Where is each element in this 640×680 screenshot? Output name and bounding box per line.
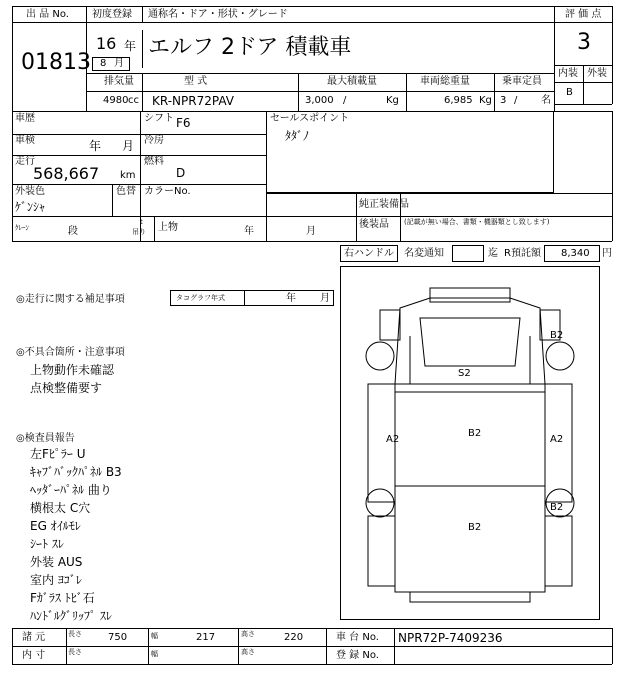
line bbox=[12, 6, 612, 7]
report-item: 室内 ﾖｺﾞﾚ bbox=[30, 573, 82, 587]
line bbox=[12, 134, 266, 135]
line bbox=[356, 241, 612, 242]
mileage-value: 568,667 bbox=[33, 164, 100, 183]
upper-year-unit: 年 bbox=[244, 226, 254, 237]
length-label: 長さ bbox=[68, 630, 82, 638]
deposit-unit: 円 bbox=[602, 248, 612, 259]
report-item: ｼｰﾄ ｽﾚ bbox=[30, 537, 64, 551]
line bbox=[298, 73, 299, 111]
line bbox=[356, 193, 357, 241]
ac-label: 冷房 bbox=[144, 135, 164, 146]
color-value: ｹﾞﾝｼｬ bbox=[15, 200, 46, 214]
crane-label: ｸﾚｰﾝ bbox=[15, 224, 29, 232]
height-value: 220 bbox=[284, 632, 304, 643]
line bbox=[12, 241, 356, 242]
line bbox=[494, 73, 495, 111]
gross-label: 車両総重量 bbox=[420, 76, 470, 87]
line bbox=[12, 216, 612, 217]
registration-label: 登 録 No. bbox=[336, 650, 379, 661]
mark-s2: S2 bbox=[458, 368, 471, 379]
inner-length-label: 長さ bbox=[68, 648, 82, 656]
wheel-front-right bbox=[546, 342, 574, 370]
color-number-label: カラーNo. bbox=[144, 186, 191, 197]
tachograph-month-unit: 月 bbox=[320, 293, 330, 304]
line bbox=[142, 73, 143, 111]
line bbox=[406, 73, 407, 111]
line bbox=[154, 216, 155, 241]
type-value: KR-NPR72PAV bbox=[152, 94, 234, 108]
first-reg-label: 初度登録 bbox=[92, 9, 132, 20]
inner-height-label: 高さ bbox=[241, 648, 255, 656]
line bbox=[583, 65, 584, 104]
interior-label: 内装 bbox=[558, 68, 578, 79]
line bbox=[12, 111, 13, 241]
load-sep: / bbox=[343, 95, 347, 106]
shift-label: シフト bbox=[144, 113, 174, 124]
fuel-value: D bbox=[176, 166, 186, 180]
report-item: EG ｵｲﾙﾓﾚ bbox=[30, 519, 81, 533]
mark-b2-rear: B2 bbox=[468, 522, 482, 533]
line bbox=[66, 628, 67, 664]
capacity-sep: / bbox=[514, 95, 518, 106]
wheel-rear-left bbox=[366, 489, 394, 517]
sales-label: セールスポイント bbox=[270, 113, 350, 124]
history-label: 車歴 bbox=[15, 113, 35, 124]
line bbox=[86, 73, 554, 74]
lot-label: 出 品 No. bbox=[26, 9, 69, 20]
interior-score: B bbox=[566, 87, 573, 98]
defect-item: 点検整備要す bbox=[30, 381, 103, 395]
inspection-month-unit: 月 bbox=[122, 139, 135, 153]
line bbox=[12, 184, 266, 185]
lot-number: 01813 bbox=[21, 50, 91, 75]
first-reg-year: 16 bbox=[96, 34, 117, 53]
disp-value: 4980 bbox=[103, 95, 129, 106]
line bbox=[266, 193, 612, 194]
inspection-year-unit: 年 bbox=[89, 139, 102, 153]
line bbox=[86, 91, 554, 92]
windshield bbox=[420, 318, 520, 366]
report-item: 左Fﾋﾟﾗｰ U bbox=[30, 447, 86, 461]
dims-label: 諸 元 bbox=[22, 632, 46, 643]
mark-a2-left: A2 bbox=[386, 434, 400, 445]
load-value: 3,000 bbox=[305, 95, 334, 106]
upper-label: 上物 bbox=[158, 222, 178, 233]
line bbox=[554, 111, 612, 112]
exterior-label: 外装 bbox=[587, 68, 607, 79]
defect-label: ◎不具合箇所・注意事項 bbox=[16, 347, 125, 358]
inner-width-label: 幅 bbox=[151, 650, 158, 658]
line bbox=[142, 6, 143, 23]
fuel-label: 燃料 bbox=[144, 156, 164, 167]
line bbox=[326, 628, 327, 664]
report-item: 横根太 C穴 bbox=[30, 501, 91, 515]
chassis-value: NPR72P-7409236 bbox=[398, 631, 503, 645]
line bbox=[142, 30, 143, 68]
report-item: Fｶﾞﾗｽ ﾄﾋﾞ石 bbox=[30, 591, 95, 605]
aftermarket-note: (記載が無い場合、書類・機器類とし致します) bbox=[404, 218, 550, 226]
mark-b2-cab: B2 bbox=[550, 330, 564, 341]
report-item: ｷｬﾌﾞﾊﾞｯｸﾊﾟﾈﾙ B3 bbox=[30, 465, 122, 479]
inspector-label: ◎検査員報告 bbox=[16, 433, 75, 444]
hang-label: 吊り bbox=[132, 228, 146, 236]
cargo-deck bbox=[395, 392, 545, 592]
line bbox=[238, 628, 239, 664]
mark-b2-right: B2 bbox=[550, 502, 564, 513]
shift-value: F6 bbox=[176, 116, 191, 130]
line bbox=[612, 628, 613, 664]
line bbox=[12, 628, 612, 629]
inner-label: 内 寸 bbox=[22, 650, 46, 661]
mileage-label: 走行 bbox=[15, 156, 35, 167]
length-value: 750 bbox=[108, 632, 128, 643]
right-hand-label: 右ハンドル bbox=[344, 248, 394, 259]
width-value: 217 bbox=[196, 632, 216, 643]
report-item: 外装 AUS bbox=[30, 555, 83, 569]
capacity-unit: 名 bbox=[541, 95, 551, 106]
deposit-value: 8,340 bbox=[561, 248, 590, 259]
name-change-box bbox=[452, 245, 484, 262]
deposit-prefix: 迄 bbox=[488, 248, 498, 259]
disp-unit: cc bbox=[128, 95, 139, 106]
line bbox=[244, 290, 245, 306]
mirror-left bbox=[380, 310, 400, 340]
report-item: ﾊﾝﾄﾞﾙｸﾞﾘｯﾌﾟ ｽﾚ bbox=[30, 609, 112, 623]
color-change-label: 色替 bbox=[116, 186, 136, 197]
month-unit: 月 bbox=[114, 58, 124, 69]
gross-unit: Kg bbox=[479, 95, 492, 106]
mark-b2-front: B2 bbox=[468, 428, 482, 439]
line bbox=[612, 111, 613, 241]
line bbox=[12, 155, 266, 156]
line bbox=[12, 22, 86, 23]
gross-value: 6,985 bbox=[444, 95, 473, 106]
ton-label: t bbox=[140, 218, 143, 226]
type-label: 型 式 bbox=[184, 76, 208, 87]
cab-roof bbox=[430, 288, 510, 302]
capacity-value: 3 bbox=[500, 95, 507, 106]
line bbox=[554, 104, 612, 105]
genuine-equipment-label: 純正装備品 bbox=[359, 199, 409, 210]
mark-a2-right: A2 bbox=[550, 434, 564, 445]
sales-value: ﾀﾀﾞﾉ bbox=[285, 129, 310, 143]
stage-label: 段 bbox=[68, 226, 78, 237]
month-box bbox=[92, 57, 130, 71]
load-unit: Kg bbox=[386, 95, 399, 106]
defect-item: 上物動作未確認 bbox=[30, 363, 115, 377]
year-unit: 年 bbox=[124, 39, 137, 53]
chassis-label: 車 台 No. bbox=[336, 632, 379, 643]
load-label: 最大積載量 bbox=[327, 76, 377, 87]
name-change-label: 名変通知 bbox=[404, 248, 444, 259]
disp-label: 排気量 bbox=[104, 76, 134, 87]
line bbox=[86, 22, 554, 23]
score-label: 評 価 点 bbox=[565, 9, 602, 20]
mileage-unit: km bbox=[120, 170, 136, 181]
line bbox=[112, 184, 113, 216]
color-label: 外装色 bbox=[15, 186, 45, 197]
capacity-label: 乗車定員 bbox=[502, 76, 542, 87]
line bbox=[612, 6, 613, 104]
line bbox=[12, 628, 13, 664]
rear-side-left bbox=[368, 516, 395, 586]
line bbox=[12, 664, 612, 665]
first-reg-month: 8 bbox=[100, 58, 107, 69]
model-label: 通称名・ドア・形状・グレード bbox=[148, 9, 288, 20]
width-label: 幅 bbox=[151, 632, 158, 640]
rear-bumper bbox=[410, 592, 530, 602]
rear-side-right bbox=[545, 516, 572, 586]
height-label: 高さ bbox=[241, 630, 255, 638]
line bbox=[394, 628, 395, 664]
overall-score: 3 bbox=[577, 30, 591, 55]
aftermarket-label: 後装品 bbox=[359, 219, 389, 230]
line bbox=[12, 646, 612, 647]
upper-month-unit: 月 bbox=[306, 226, 316, 237]
cab-back-panel bbox=[395, 384, 545, 392]
report-item: ﾍｯﾀﾞｰﾊﾟﾈﾙ 曲り bbox=[30, 483, 112, 497]
line bbox=[554, 22, 612, 23]
line bbox=[148, 628, 149, 664]
vehicle-diagram bbox=[340, 266, 600, 620]
inspection-label: 車検 bbox=[15, 135, 35, 146]
deposit-label: R預託額 bbox=[504, 248, 541, 259]
tachograph-label: タコグラフ年式 bbox=[176, 294, 225, 302]
tachograph-year-unit: 年 bbox=[286, 293, 296, 304]
drive-notes-label: ◎走行に関する補足事項 bbox=[16, 294, 125, 305]
model-name: エルフ 2ドア 積載車 bbox=[148, 35, 352, 60]
wheel-front-left bbox=[366, 342, 394, 370]
